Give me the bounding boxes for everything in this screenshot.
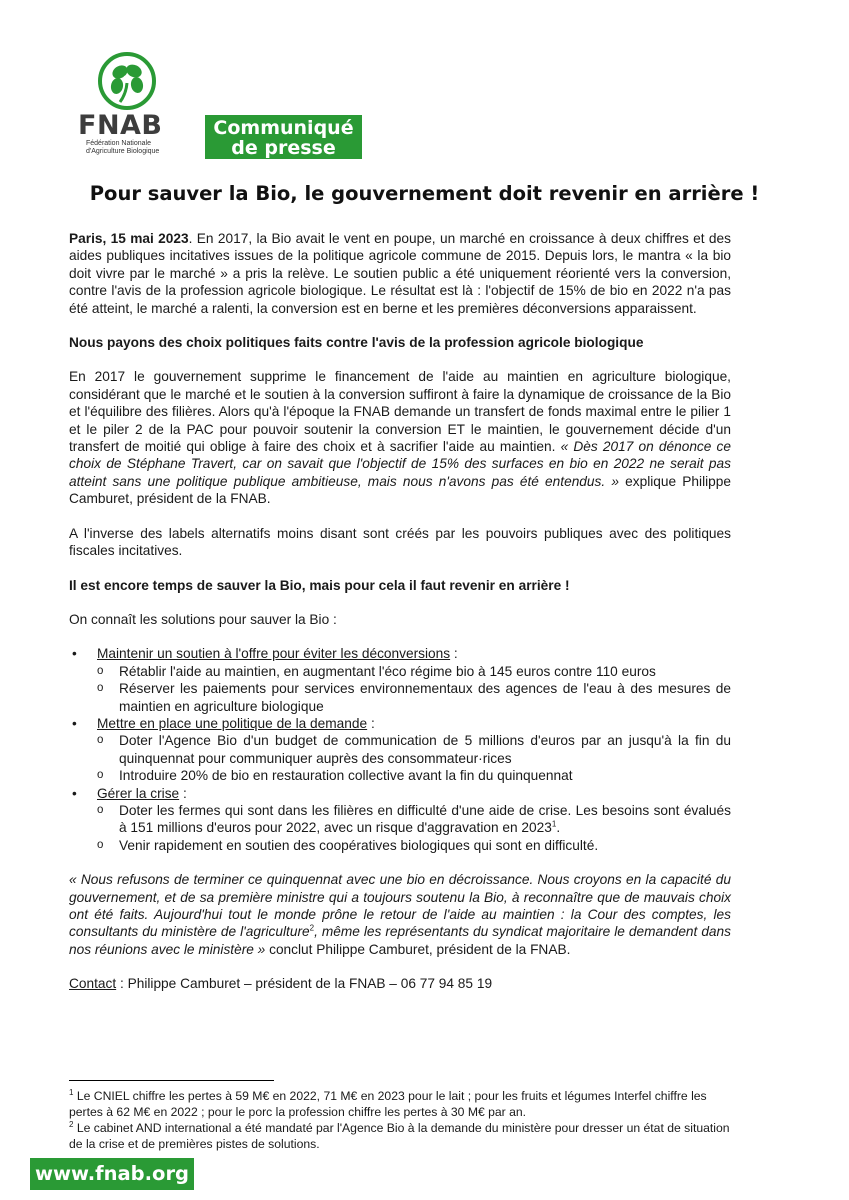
footnote-divider: [69, 1080, 274, 1081]
list-item: [69, 645, 731, 715]
intro-paragraph: [69, 230, 731, 317]
contact-line: [69, 975, 731, 992]
section1-para1-text: En 2017 le gouvernement supprime le financement de l'aide au maintien en agriculture biologique, considérant que le marché et le soutien à la conversion suffiront à faire la dynamique de croissance de la Bio et l'équilibre des filières. Alors qu'à l'époque la FNAB demande un transfert de fonds maximal entre le pilier 1 et le piler 2 de la PAC pour pouvoir soutenir la conversion ET le maintien, le gouvernement décide d'un transfert de moitié qui oblige à faire des choix et à sacrifier l'aide au maintien.: [69, 369, 731, 455]
conclusion-quote-b: , même les représentants du syndicat majoritaire le demandent dans nos réunions avec le ministère »: [69, 924, 731, 957]
list-item: [97, 802, 731, 837]
footnote-2: [69, 1121, 733, 1152]
section1-heading: Nous payons des choix politiques faits contre l'avis de la profession agricole biologique: [69, 335, 644, 351]
section1-paragraph2: A l'inverse des labels alternatifs moins disant sont créés par les pouvoirs publiques avec des politiques fiscales incitatives.: [69, 525, 731, 559]
list-item: [69, 715, 731, 785]
solution-1-sublist: [97, 663, 731, 715]
colon: :: [367, 715, 375, 731]
intro-text: . En 2017, la Bio avait le vent en poupe, un marché en croissance à deux chiffres et des aides publiques incitatives issues de la politique agricole commune de 2015. Depuis lors, le mantra « la bio doit vivre par le marché » a pris la relève. Le soutien public a été uniquement réorienté vers la conversion, contre l'avis de la profession agricole biologique. Le résultat est là : l'objectif de 15% de bio en 2022 n'a pas été atteint, le marché a ralenti, la conversion est en berne et les premières déconversions apparaissent.: [69, 231, 731, 316]
section1-quote: « Dès 2017 on dénonce ce choix de Stéphane Travert, car on savait que l'objectif de 15% des surfaces en bio en 2022 ne serait pas atteint sans une politique publique ambitieuse, mais nous n'avons pas été entendus. »: [69, 439, 731, 489]
list-item: o Rétablir l'aide au maintien, en augmentant l'éco régime bio à 145 euros contre 110 euros: [97, 663, 731, 680]
conclusion-paragraph: [69, 871, 731, 958]
footnotes: [69, 1089, 733, 1153]
footnote-ref-1: 1: [551, 819, 557, 829]
footer-website-link[interactable]: www.fnab.org: [30, 1158, 194, 1190]
solution-2-sublist: [97, 732, 731, 784]
list-item: [69, 785, 731, 855]
section1-paragraph1: [69, 368, 731, 507]
period: .: [556, 820, 561, 836]
contact-label: Contact: [69, 976, 117, 992]
press-release-badge: [205, 115, 362, 159]
solution-1-label: Maintenir un soutien à l'offre pour éviter les déconversions: [97, 646, 451, 662]
logo-subtitle: [86, 140, 174, 156]
footnote-1-text: Le CNIEL chiffre les pertes à 59 M€ en 2022, 71 M€ en 2023 pour le lait ; pour les fruits et légumes Interfel chiffre les pertes à 62 M€ en 2022 ; pour le porc la profession chiffre les pertes à 30 M€ par an.: [69, 1089, 707, 1119]
flower-logo-icon: [96, 52, 158, 110]
solution-2-label: Mettre en place une politique de la demande: [97, 715, 368, 731]
fnab-logo: [78, 52, 174, 156]
colon: :: [450, 646, 458, 662]
logo-subtitle-line2: d'Agriculture Biologique: [86, 148, 160, 155]
solutions-list: [69, 645, 731, 854]
footnote-ref-2: 2: [309, 923, 315, 933]
list-item: o Doter l'Agence Bio d'un budget de communication de 5 millions d'euros par an jusqu'à la fin du quinquennat pour communiquer auprès des consommateur·rices: [97, 732, 731, 767]
solution-3-sublist: [97, 802, 731, 854]
list-item: o Réserver les paiements pour services environnementaux des agences de l'eau à des mesures de maintien en agriculture biologique: [97, 680, 731, 715]
footnote-2-text: Le cabinet AND international a été mandaté par l'Agence Bio à la demande du ministère pour dresser un état de situation de la crise et de premières pistes de solutions.: [69, 1121, 730, 1151]
solutions-list-wrapper: [69, 645, 731, 854]
badge-line1: Communiqué: [213, 117, 354, 139]
main-content: [69, 230, 731, 1010]
badge-line2: de presse: [231, 137, 336, 159]
list-item: o Venir rapidement en soutien des coopératives biologiques qui sont en difficulté.: [97, 837, 731, 854]
contact-text: : Philippe Camburet – président de la FNAB – 06 77 94 85 19: [116, 976, 493, 992]
footnote-1-number: 1: [69, 1087, 74, 1097]
conclusion-quote-a: « Nous refusons de terminer ce quinquennat avec une bio en décroissance. Nous croyons en la capacité du gouvernement, et de sa première ministre qui a toujours soutenu la Bio, à reconnaître que de mauvais choix ont été faits. Aujourd'hui tout le monde prône le retour de l'aide au maintien : la Cour des comptes, les consultants du ministère de l'agriculture: [69, 872, 731, 940]
logo-wordmark: FNAB: [78, 110, 163, 141]
conclusion-attribution: conclut Philippe Camburet, président de la FNAB.: [265, 941, 571, 957]
section1-attribution: explique Philippe Camburet, président de la FNAB.: [69, 473, 731, 507]
dateline: Paris, 15 mai 2023: [69, 231, 189, 246]
solution-3-sub1-text: Doter les fermes qui sont dans les filières en difficulté d'une aide de crise. Les besoins sont évalués à 151 millions d'euros pour 2022, avec un risque d'aggravation en 2023: [119, 802, 731, 836]
section2-heading: Il est encore temps de sauver la Bio, mais pour cela il faut revenir en arrière !: [69, 577, 570, 593]
solutions-intro: On connaît les solutions pour sauver la Bio :: [69, 611, 337, 627]
solution-3-label: Gérer la crise: [97, 785, 180, 801]
logo-subtitle-line1: Fédération Nationale: [86, 140, 151, 147]
colon: :: [179, 785, 187, 801]
footnote-1: [69, 1089, 733, 1120]
footnote-2-number: 2: [69, 1119, 74, 1129]
page-title: Pour sauver la Bio, le gouvernement doit revenir en arrière !: [89, 182, 760, 205]
list-item: o Introduire 20% de bio en restauration collective avant la fin du quinquennat: [97, 767, 731, 784]
